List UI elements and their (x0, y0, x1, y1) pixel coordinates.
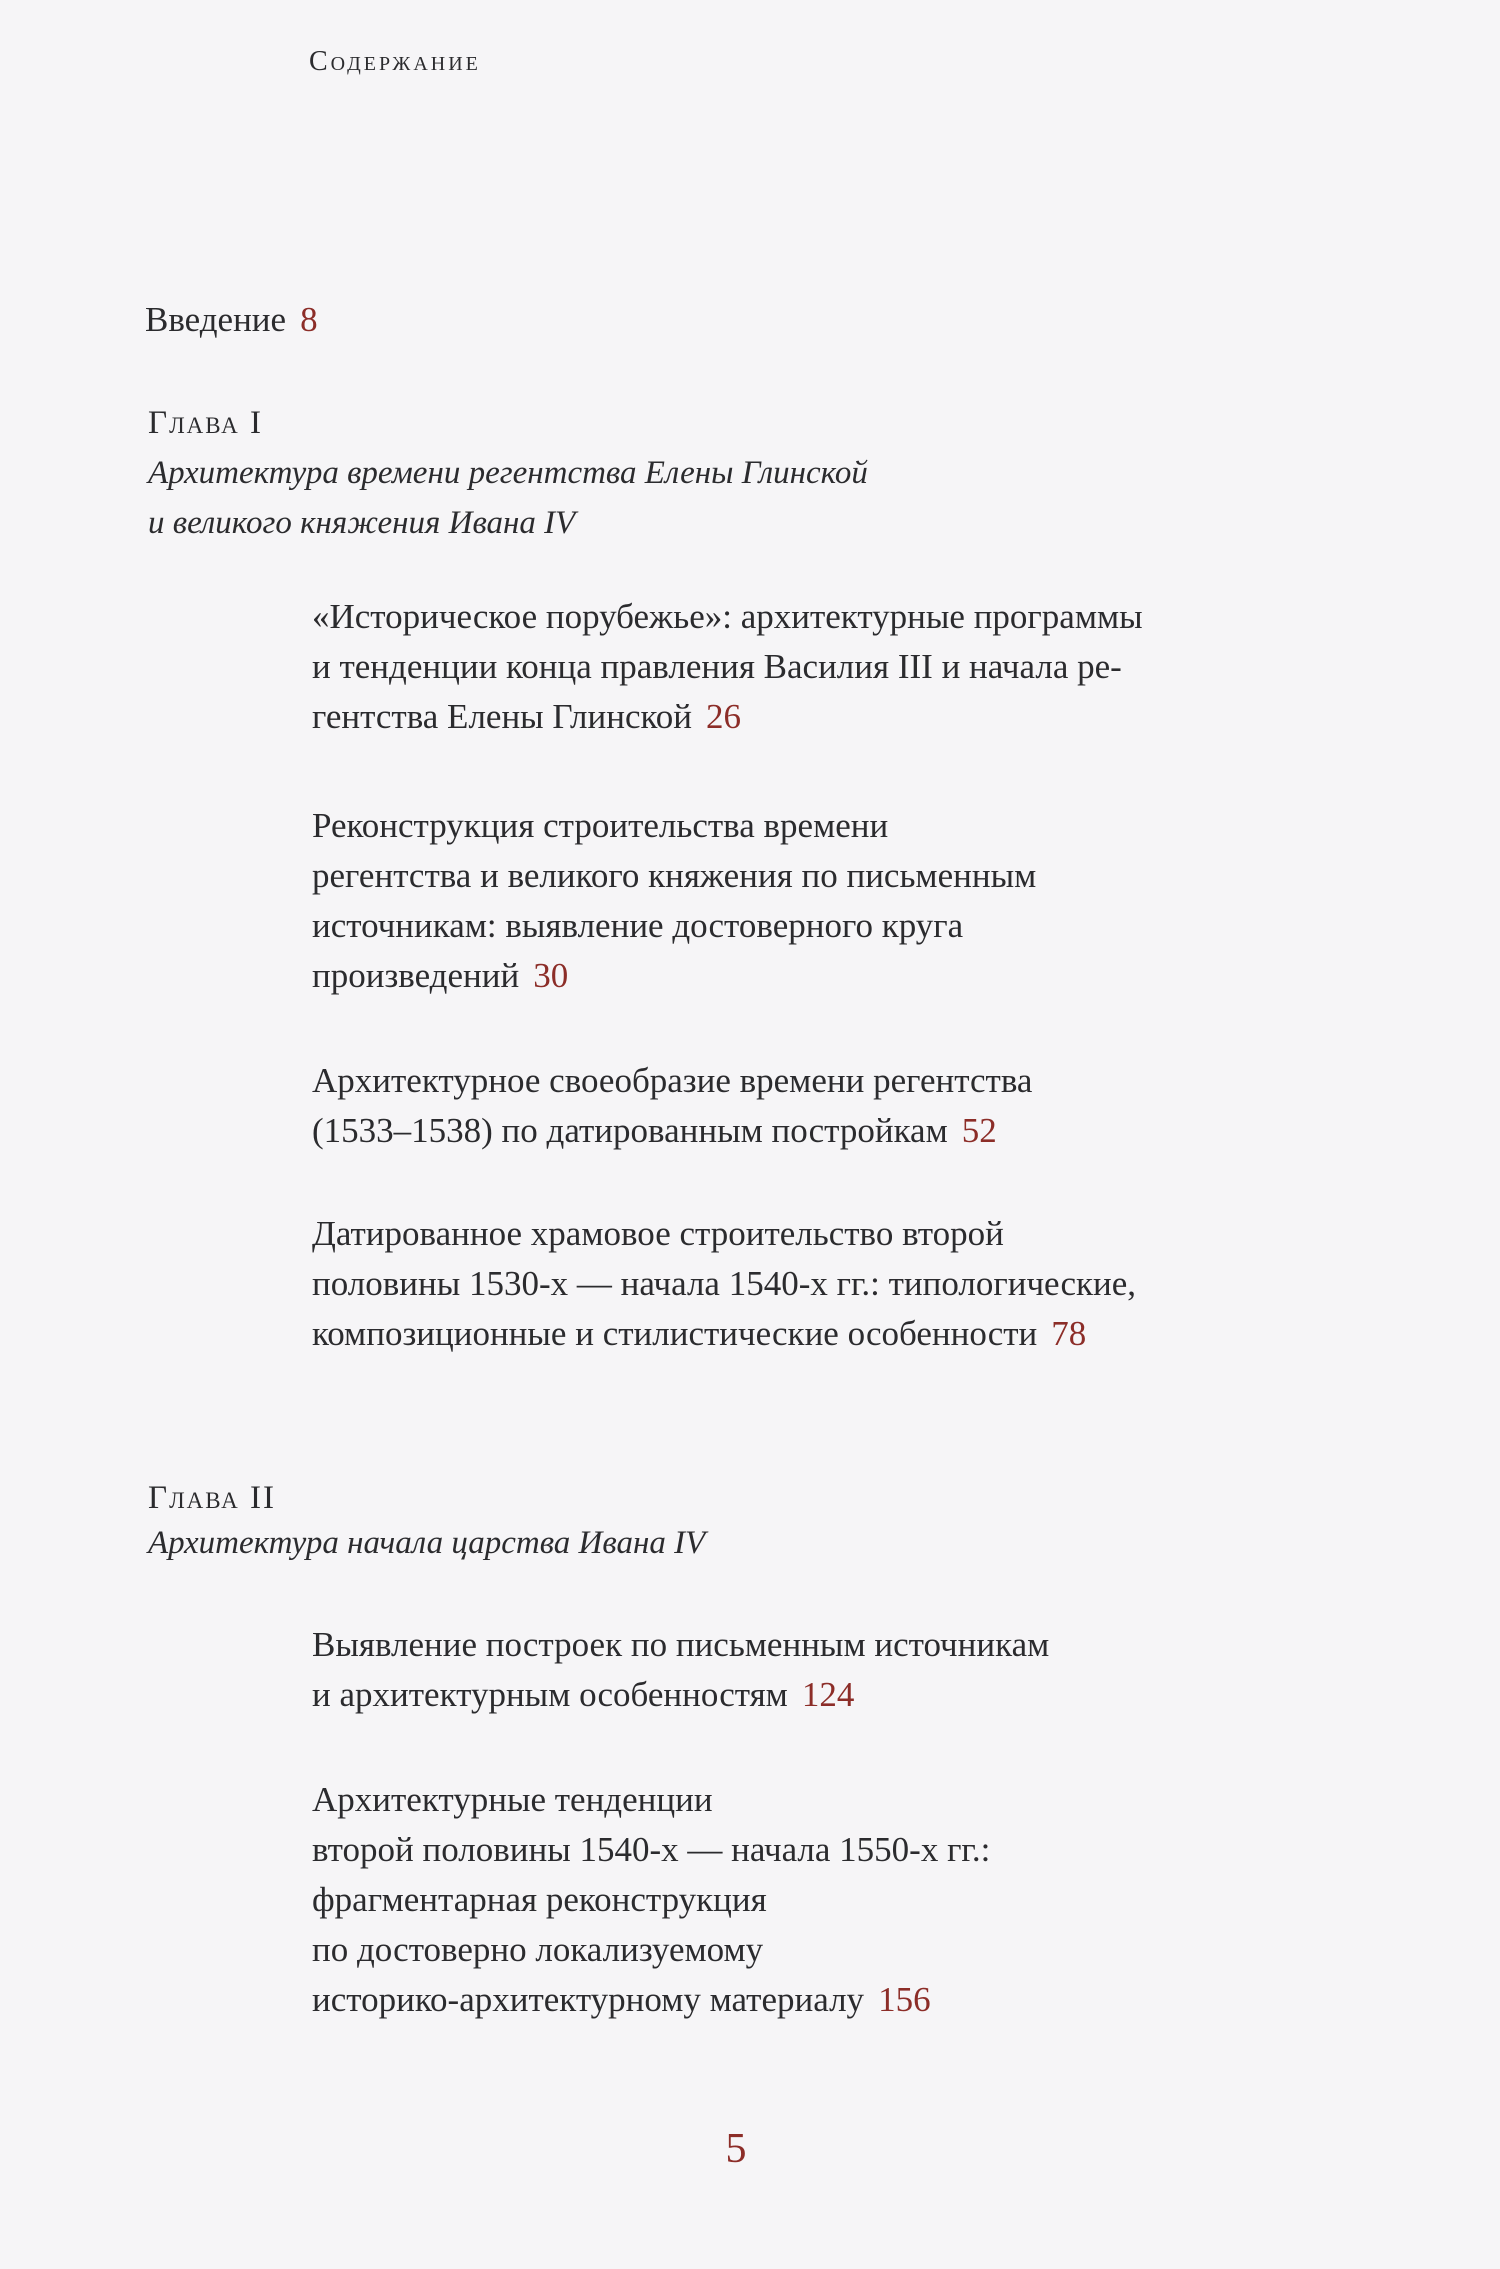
toc-entry[interactable] (312, 1056, 1032, 1156)
entry-page-number: 26 (705, 697, 741, 736)
introduction-title: Введение (145, 300, 287, 339)
chapter-2-subtitle-line: Архитектура начала царства Ивана IV (148, 1525, 706, 1561)
chapter-2-subtitle (148, 1518, 705, 1568)
toc-entry[interactable] (312, 801, 1036, 1001)
chapter-1-label: Глава I (148, 405, 264, 441)
entry-line: гентства Елены Глинской (312, 697, 692, 736)
entry-line: Выявление построек по письменным источникам (312, 1625, 1050, 1664)
entry-page-number: 52 (961, 1111, 997, 1150)
entry-page-number: 78 (1051, 1314, 1087, 1353)
entry-line: (1533–1538) по датированным постройкам (312, 1111, 948, 1150)
toc-entry[interactable] (312, 1209, 1136, 1359)
chapter-1-subtitle (148, 448, 868, 548)
entry-page-number: 124 (801, 1675, 855, 1714)
introduction-page: 8 (300, 300, 318, 339)
entry-page-number: 156 (878, 1980, 931, 2019)
entry-line: регентства и великого княжения по письменным (312, 856, 1037, 895)
entry-line: и архитектурным особенностям (312, 1675, 788, 1714)
entry-line: второй половины 1540-х — начала 1550-х гг.: (312, 1830, 991, 1869)
entry-line: Датированное храмовое строительство второй (312, 1214, 1004, 1253)
toc-introduction[interactable] (145, 300, 318, 340)
page-number: 5 (725, 2126, 747, 2172)
entry-line: «Историческое порубежье»: архитектурные программы (312, 597, 1143, 636)
entry-line: Реконструкция строительства времени (312, 806, 889, 845)
entry-line: источникам: выявление достоверного круга (312, 906, 964, 945)
entry-line: половины 1530-х — начала 1540-х гг.: типологические, (312, 1264, 1137, 1303)
chapter-2-label: Глава II (148, 1480, 277, 1516)
entry-line: произведений (312, 956, 520, 995)
entry-line: Архитектурное своеобразие времени регентства (312, 1061, 1033, 1100)
toc-entry[interactable] (312, 592, 1143, 742)
entry-line: композиционные и стилистические особенности (312, 1314, 1038, 1353)
entry-line: историко-архитектурному материалу (312, 1980, 865, 2019)
entry-line: Архитектурные тенденции (312, 1780, 713, 1819)
entry-line: по достоверно локализуемому (312, 1930, 764, 1969)
chapter-1-subtitle-line: и великого княжения Ивана IV (148, 505, 576, 541)
entry-page-number: 30 (533, 956, 569, 995)
entry-line: фрагментарная реконструкция (312, 1880, 767, 1919)
toc-heading: Содержание (309, 46, 481, 77)
entry-line: и тенденции конца правления Василия III и начала ре- (312, 647, 1122, 686)
toc-entry[interactable] (312, 1620, 1049, 1720)
toc-entry[interactable] (312, 1775, 990, 2025)
chapter-1-subtitle-line: Архитектура времени регентства Елены Глинской (148, 455, 868, 491)
